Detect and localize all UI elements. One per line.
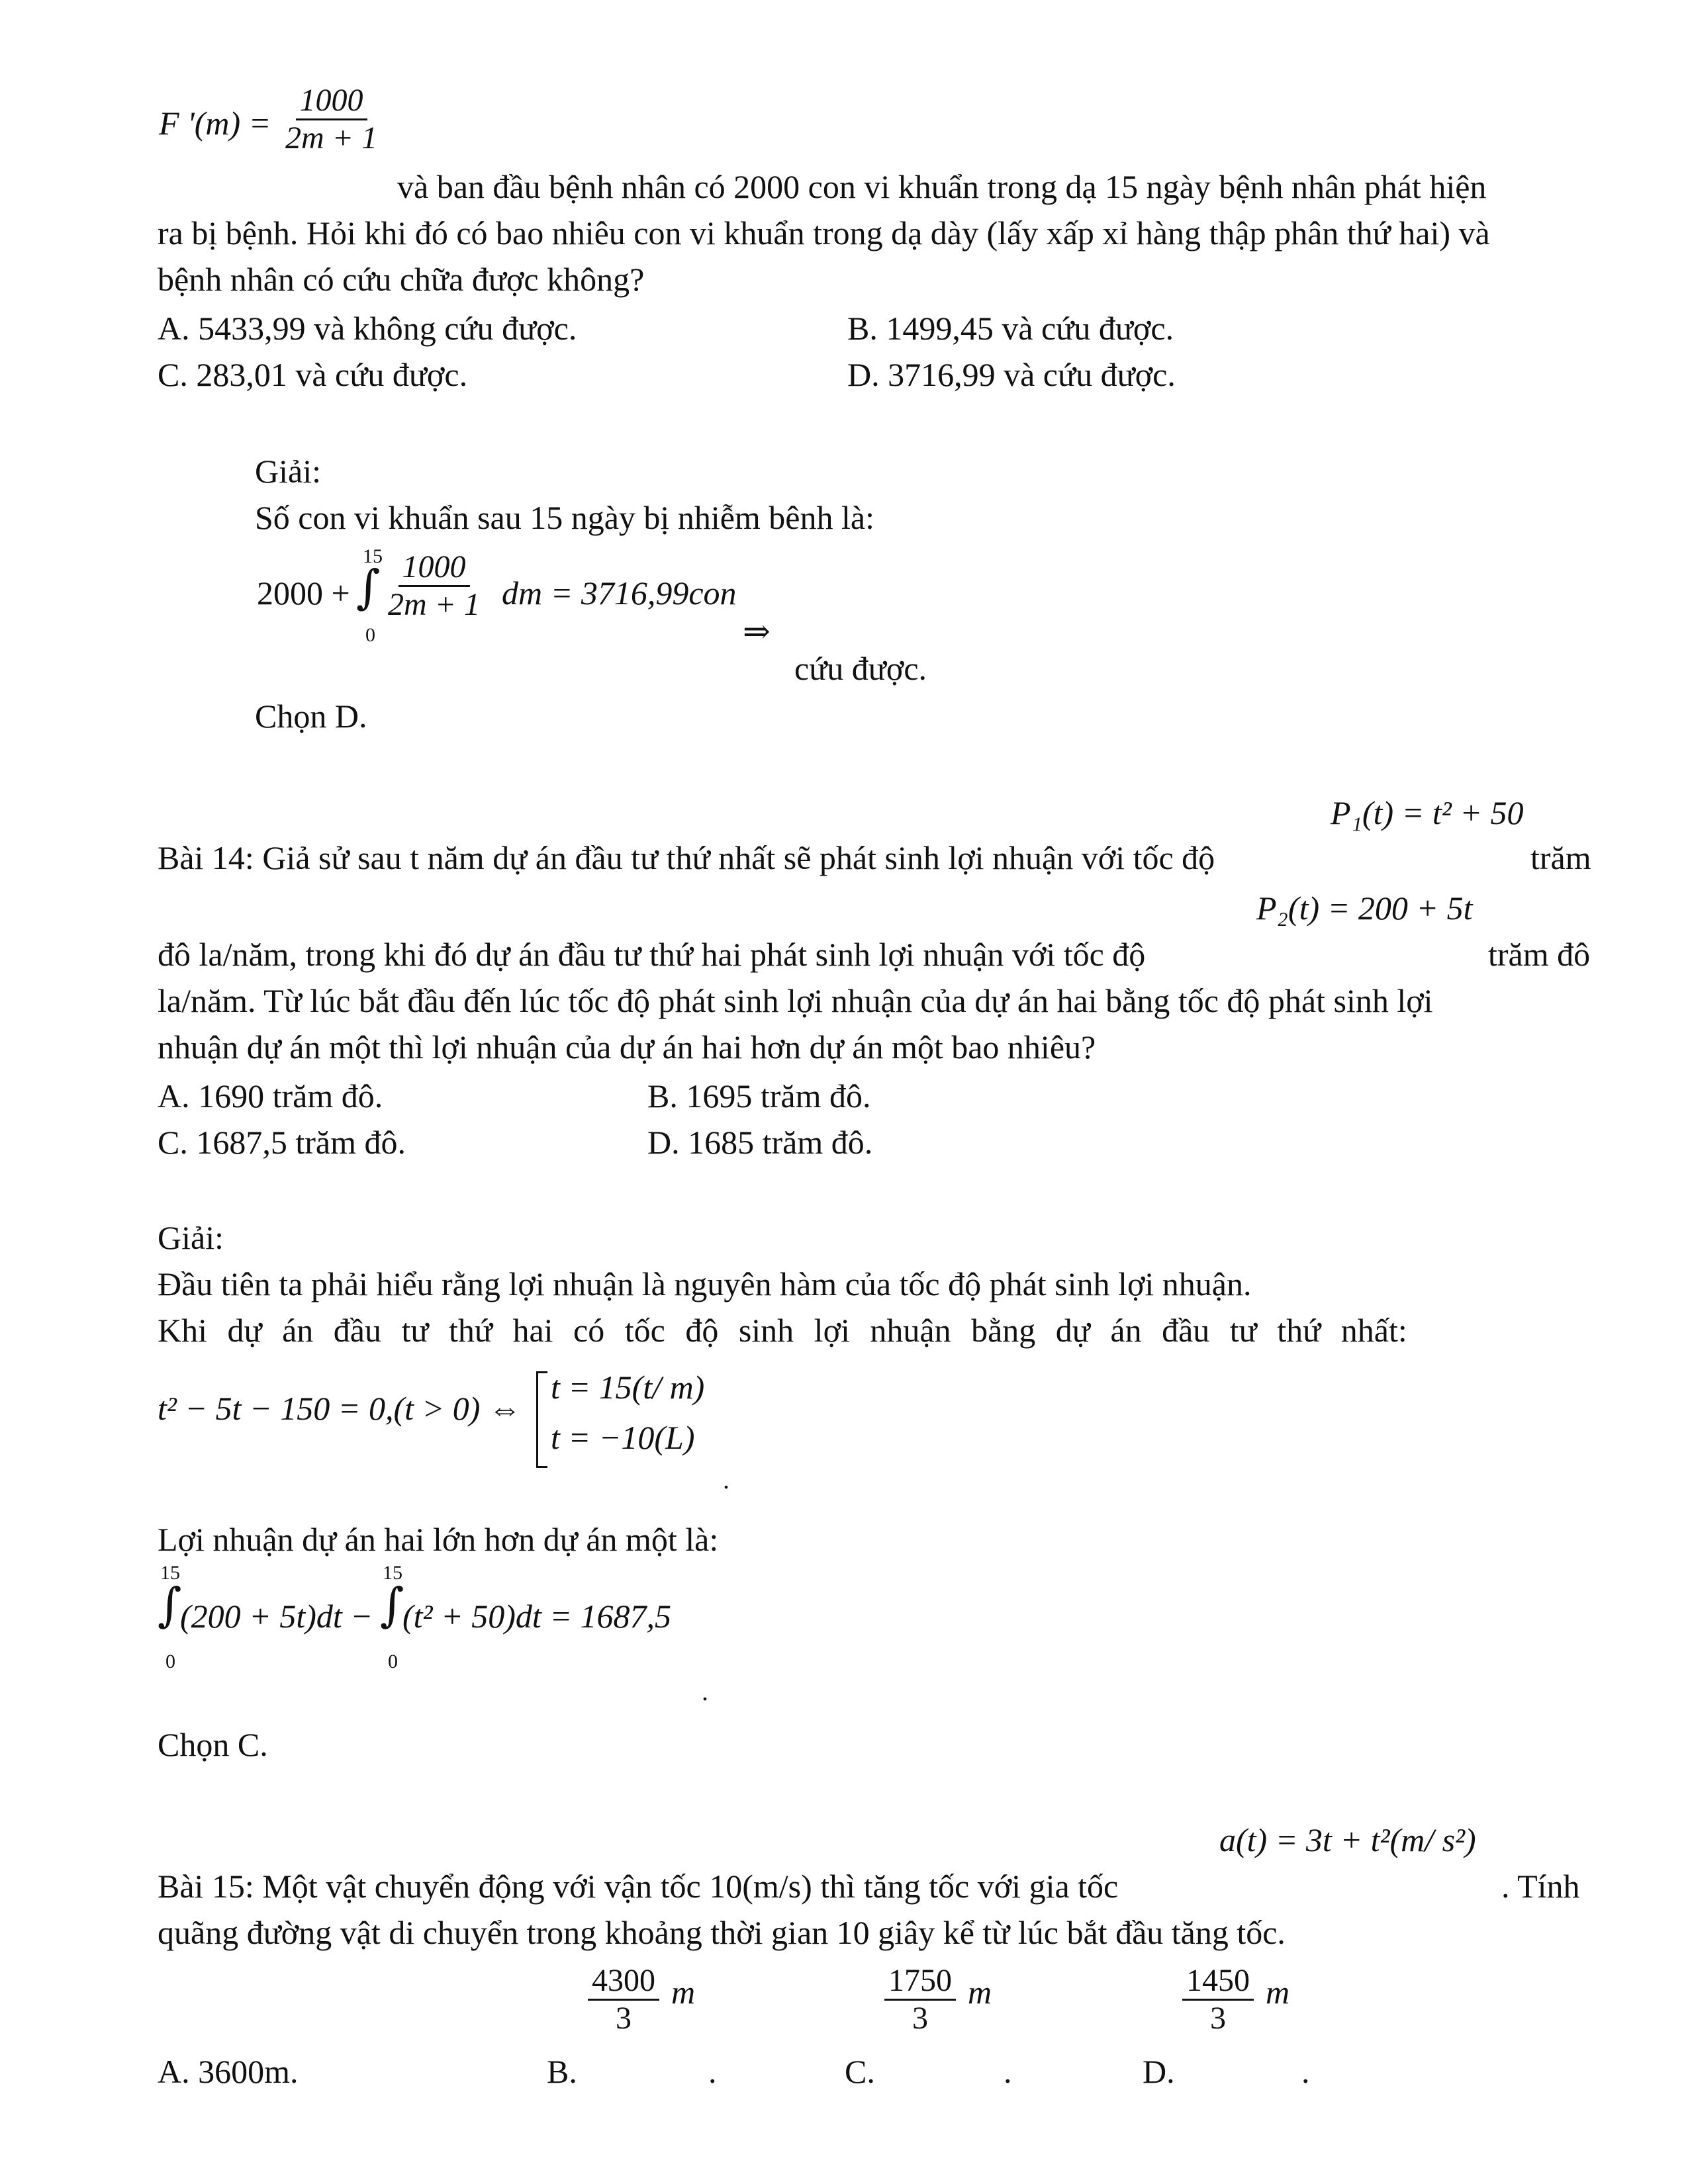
problem14-solution-line2: Khi dự án đầu tư thứ hai có tốc độ sinh lợi nhuận bằng dự án đầu tư thứ nhất:	[158, 1312, 1407, 1349]
problem13-answer: Chọn D.	[255, 698, 367, 735]
problem13-option-c: C. 283,01 và cứu được.	[158, 356, 468, 393]
problem14-line4: nhuận dự án một thì lợi nhuận của dự án hai hơn dự án một bao nhiêu?	[158, 1028, 1096, 1066]
option-c-period: .	[1004, 2053, 1012, 2090]
quadratic-equation: t² − 5t − 150 = 0,(t > 0) ⇔	[158, 1390, 522, 1427]
fraction-denominator: 3	[912, 2001, 928, 2036]
problem13-option-b: B. 1499,45 và cứu được.	[847, 310, 1174, 347]
problem15-option-d: D.	[1143, 2053, 1175, 2090]
problem14-line1-end: trăm	[1530, 839, 1591, 876]
problem14-line2-end: trăm đô	[1488, 936, 1591, 973]
integral-sign-icon: ∫	[380, 1578, 404, 1632]
fraction-denominator: 3	[1210, 2001, 1226, 2036]
problem15-option-c: C.	[845, 2053, 875, 2090]
problem13-solution-line1: Số con vi khuẩn sau 15 ngày bị nhiễm bênh là:	[255, 499, 874, 536]
option-b-period: .	[708, 2053, 717, 2090]
p1-formula: P₁(t) = t² + 50	[1331, 794, 1524, 831]
p2-formula: P₂(t) = 200 + 5t	[1256, 889, 1473, 927]
problem15-line1-end: . Tính	[1501, 1868, 1580, 1905]
derivative-formula-fraction	[281, 83, 381, 156]
option-b-fraction	[588, 1963, 659, 2036]
equation-case-1: t = 15(t/ m)	[551, 1369, 705, 1406]
problem13-conclusion: cứu được.	[794, 650, 927, 687]
option-b-unit: m	[671, 1974, 696, 2011]
integral1-body: (200 + 5t)dt −	[180, 1598, 373, 1635]
integral1-upper: 15	[160, 1562, 180, 1584]
derivative-formula-lhs: F '(m) =	[159, 105, 271, 142]
problem13-option-a: A. 5433,99 và không cứu được.	[158, 310, 577, 347]
option-c-unit: m	[968, 1974, 992, 2011]
problem13-solution-label: Giải:	[255, 453, 321, 490]
integral2-body: (t² + 50)dt = 1687,5	[402, 1598, 672, 1635]
fraction-numerator: 1750	[884, 1963, 956, 2001]
fraction-denominator: 2m + 1	[388, 587, 481, 622]
fraction-numerator: 1450	[1182, 1963, 1254, 2001]
integral2-lower: 0	[388, 1651, 398, 1672]
integral2-upper: 15	[383, 1562, 402, 1584]
problem14-option-c: C. 1687,5 trăm đô.	[158, 1124, 406, 1161]
solution13-integral-result: dm = 3716,99con	[502, 574, 737, 612]
problem14-line3: la/năm. Từ lúc bắt đầu đến lúc tốc độ phát sinh lợi nhuận của dự án hai bằng tốc độ phát sinh lợi	[158, 982, 1433, 1019]
acceleration-formula: a(t) = 3t + t²(m/ s²)	[1219, 1821, 1476, 1858]
problem13-option-d: D. 3716,99 và cứu được.	[847, 356, 1176, 393]
problem14-answer: Chọn C.	[158, 1726, 268, 1763]
fraction-numerator: 1000	[399, 549, 470, 587]
integral-sign-icon: ∫	[356, 560, 381, 614]
problem15-line1-text: Bài 15: Một vật chuyển động với vận tốc 10(m/s) thì tăng tốc với gia tốc	[158, 1868, 1119, 1905]
fraction-numerator: 4300	[588, 1963, 659, 2001]
case-bracket	[536, 1371, 547, 1468]
fraction-denominator: 2m + 1	[285, 120, 378, 156]
problem13-text-line1: và ban đầu bệnh nhân có 2000 con vi khuẩn trong dạ 15 ngày bệnh nhân phát hiện	[397, 168, 1487, 205]
implies-arrow-icon: ⇒	[743, 613, 771, 650]
problem14-line2-text: đô la/năm, trong khi đó dự án đầu tư thứ hai phát sinh lợi nhuận với tốc độ	[158, 936, 1146, 973]
period-mark: .	[723, 1465, 729, 1494]
option-c-fraction	[884, 1963, 956, 2036]
solution13-integrand-fraction	[384, 549, 484, 623]
problem14-option-a: A. 1690 trăm đô.	[158, 1077, 383, 1115]
problem15-option-a: A. 3600m.	[158, 2053, 299, 2090]
option-d-fraction	[1182, 1963, 1254, 2036]
fraction-denominator: 3	[616, 2001, 632, 2036]
period-mark: .	[702, 1676, 708, 1706]
problem14-solution-label: Giải:	[158, 1219, 224, 1256]
option-d-period: .	[1301, 2053, 1310, 2090]
problem15-option-b: B.	[547, 2053, 577, 2090]
solution13-integral-prefix: 2000 +	[257, 574, 350, 612]
option-d-unit: m	[1266, 1974, 1290, 2011]
problem15-line2: quãng đường vật di chuyển trong khoảng thời gian 10 giây kể từ lúc bắt đầu tăng tốc.	[158, 1914, 1286, 1951]
solution13-integral-lower: 0	[365, 624, 375, 646]
problem14-solution-line1: Đầu tiên ta phải hiểu rằng lợi nhuận là nguyên hàm của tốc độ phát sinh lợi nhuận.	[158, 1265, 1252, 1302]
problem14-line1-text: Bài 14: Giả sử sau t năm dự án đầu tư thứ nhất sẽ phát sinh lợi nhuận với tốc độ	[158, 839, 1215, 876]
integral1-lower: 0	[165, 1651, 175, 1672]
integral-sign-icon: ∫	[158, 1578, 182, 1632]
problem14-option-b: B. 1695 trăm đô.	[647, 1077, 871, 1115]
problem13-text-line2: ra bị bệnh. Hỏi khi đó có bao nhiêu con vi khuẩn trong dạ dày (lấy xấp xỉ hàng thập phân thứ hai) và	[158, 214, 1490, 251]
problem13-text-line3: bệnh nhân có cứu chữa được không?	[158, 261, 645, 298]
problem14-option-d: D. 1685 trăm đô.	[647, 1124, 873, 1161]
problem14-solution-line3: Lợi nhuận dự án hai lớn hơn dự án một là:	[158, 1521, 719, 1558]
fraction-numerator: 1000	[296, 83, 367, 120]
solution13-integral-upper: 15	[363, 545, 383, 567]
equation-case-2: t = −10(L)	[551, 1419, 695, 1456]
